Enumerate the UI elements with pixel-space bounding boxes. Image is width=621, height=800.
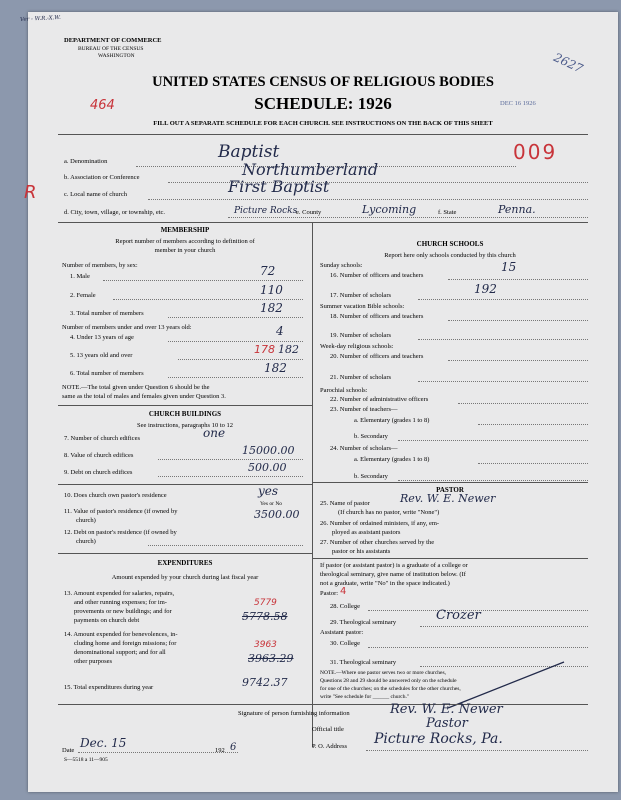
city-town-value: Picture Rocks	[234, 206, 298, 216]
pastor-red: 4	[340, 586, 347, 597]
q29-label: 29. Theological seminary	[330, 619, 397, 626]
schools-heading: CHURCH SCHOOLS	[416, 240, 484, 248]
q9-value: 500.00	[248, 461, 287, 474]
pastor-note-4: write "See schedule for ______ church."	[320, 694, 410, 700]
q11-value: 3500.00	[254, 508, 300, 521]
membership-note-2: same as the total of males and females given under Question 3.	[62, 393, 226, 400]
q7-value: one	[203, 426, 226, 440]
buildings-heading: CHURCH BUILDINGS	[148, 410, 222, 418]
q14-value: 3963.29	[248, 652, 294, 665]
asst-sub: Assistant pastor:	[320, 629, 364, 636]
q9-label: 9. Debt on church edifices	[64, 469, 133, 476]
q15-value: 9742.37	[242, 676, 288, 689]
q24b-label: b. Secondary	[354, 473, 388, 480]
denomination-value: Baptist	[218, 142, 280, 162]
q14-label-3: denominational support; and for all	[74, 649, 166, 656]
instruction-line: FILL OUT A SEPARATE SCHEDULE FOR EACH CHURCH. SEE INSTRUCTIONS ON THE BACK OF THIS SHEET	[153, 120, 493, 127]
date-stamp: DEC 16 1926	[500, 100, 536, 107]
q29-value: Crozer	[436, 608, 481, 623]
q14-label-4: other purposes	[74, 658, 113, 665]
q11-label-2: church)	[76, 517, 96, 524]
pastor-note-1: NOTE.—Where one pastor serves two or more churches,	[320, 670, 446, 676]
q23a-label: a. Elementary (grades 1 to 8)	[354, 417, 430, 424]
buildings-sub: See instructions, paragraphs 10 to 12	[136, 422, 234, 429]
local-name-label: c. Local name of church	[64, 191, 127, 198]
red-code: 009	[513, 140, 558, 164]
city-label: WASHINGTON	[98, 53, 135, 59]
over13-extra: 182	[278, 343, 299, 356]
q25-value: Rev. W. E. Newer	[400, 492, 496, 505]
pastor-note-2: Questions 28 and 29 should be answered only on the schedule	[320, 678, 457, 684]
stamp-number: 2627	[551, 50, 586, 76]
q13-label-1: 13. Amount expended for salaries, repairs,	[64, 590, 175, 597]
q25-hint: (If church has no pastor, write "None")	[338, 509, 440, 516]
sunday-label: Sunday schools:	[320, 262, 363, 269]
under13-label: 4. Under 13 years of age	[70, 334, 134, 341]
form-subtitle: SCHEDULE: 1926	[254, 94, 392, 113]
pastor-heading: PASTOR	[436, 486, 464, 494]
bureau-label: BUREAU OF THE CENSUS	[78, 46, 144, 52]
membership-heading: MEMBERSHIP	[160, 226, 210, 234]
year-value: 6	[230, 742, 237, 753]
census-form-sheet	[19, 12, 618, 792]
q16-value: 15	[501, 260, 517, 274]
association-label: b. Association or Conference	[64, 174, 140, 181]
summer-label: Summer vacation Bible schools:	[320, 303, 405, 310]
over13-label: 5. 13 years old and over	[70, 352, 133, 359]
signature-value: Rev. W. E. Newer	[390, 702, 503, 717]
column-divider	[312, 222, 313, 747]
q8-value: 15000.00	[242, 444, 295, 457]
q10-hint: Yes or No	[260, 501, 283, 507]
male-value: 72	[260, 264, 276, 278]
over13-value: 178	[254, 343, 275, 356]
q12-label-2: church)	[76, 538, 96, 545]
state-value: Penna.	[498, 203, 536, 216]
q30-label: 30. College	[330, 640, 360, 647]
address-value: Picture Rocks, Pa.	[374, 731, 503, 747]
grad-note-3: not a graduate, write "No" in the space indicated.)	[320, 580, 450, 587]
red-number: 464	[90, 98, 115, 113]
total6-value: 182	[264, 361, 287, 375]
q23b-label: b. Secondary	[354, 433, 388, 440]
q26-label-1: 26. Number of ordained ministers, if any, em-	[320, 520, 440, 527]
association-value: Northumberland	[242, 160, 379, 179]
date-value: Dec. 15	[80, 736, 127, 750]
q13-label-2: and other running expenses; for im-	[74, 599, 167, 606]
q7-label: 7. Number of church edifices	[64, 435, 140, 442]
official-title-label: Official title	[312, 726, 344, 733]
department-label: DEPARTMENT OF COMMERCE	[64, 37, 162, 44]
membership-intro-1: Report number of members according to definition of	[115, 238, 255, 245]
q14-red: 3963	[254, 640, 277, 650]
by-sex-label: Number of members, by sex:	[62, 262, 138, 269]
q15-label: 15. Total expenditures during year	[64, 684, 154, 691]
pastor-sub: Pastor:	[320, 590, 339, 597]
q16-label: 16. Number of officers and teachers	[330, 272, 424, 279]
membership-note-1: NOTE.—The total given under Question 6 should be the	[62, 384, 210, 391]
q23-label: 23. Number of teachers—	[330, 406, 398, 413]
q17-value: 192	[474, 282, 497, 296]
expenditures-sub: Amount expended by your church during last fiscal year	[111, 574, 259, 581]
q17-label: 17. Number of scholars	[330, 292, 392, 299]
q25-label: 25. Name of pastor	[320, 500, 370, 507]
q21-label: 21. Number of scholars	[330, 374, 392, 381]
q19-label: 19. Number of scholars	[330, 332, 392, 339]
denomination-label: a. Denomination	[64, 158, 108, 165]
q28-label: 28. College	[330, 603, 360, 610]
official-title-value: Pastor	[426, 716, 468, 731]
q24-label: 24. Number of scholars—	[330, 445, 398, 452]
expenditures-heading: EXPENDITURES	[157, 559, 213, 567]
divider	[58, 134, 588, 135]
local-name-value: First Baptist	[228, 177, 330, 196]
address-label: P. O. Address	[312, 743, 348, 750]
parochial-label: Parochial schools:	[320, 387, 368, 394]
total6-label: 6. Total number of members	[70, 370, 144, 377]
corner-note: Ver - W.R.-X.W.	[19, 14, 61, 24]
q12-label-1: 12. Debt on pastor's residence (if owned by	[64, 529, 177, 536]
q13-value: 5778.58	[242, 610, 288, 623]
total-members-label: 3. Total number of members	[70, 310, 144, 317]
city-town-label: d. City, town, village, or township, etc.	[64, 209, 166, 216]
q14-label-2: cluding home and foreign missions; for	[74, 640, 177, 647]
female-label: 2. Female	[70, 292, 96, 299]
q22-label: 22. Number of administrative officers	[330, 396, 429, 403]
q24a-label: a. Elementary (grades 1 to 8)	[354, 456, 430, 463]
under13-value: 4	[276, 324, 284, 338]
state-label: f. State	[438, 209, 457, 216]
red-mark: R	[24, 182, 37, 203]
q13-red: 5779	[254, 598, 277, 608]
q10-value: yes	[258, 484, 279, 498]
male-label: 1. Male	[70, 273, 90, 280]
q14-label-1: 14. Amount expended for benevolences, in-	[64, 631, 178, 638]
q20-label: 20. Number of officers and teachers	[330, 353, 424, 360]
membership-intro-2: member in your church	[154, 247, 216, 254]
total-members-value: 182	[260, 301, 283, 315]
pastor-note-3: for one of the churches; on the schedules for the other churches,	[320, 686, 461, 692]
form-code: S—5518 a 11—905	[64, 757, 108, 763]
county-label: e. County	[296, 209, 322, 216]
age-intro: Number of members under and over 13 years old:	[62, 324, 192, 331]
schools-intro: Report here only schools conducted by this church	[384, 252, 516, 259]
female-value: 110	[260, 283, 283, 297]
q31-label: 31. Theological seminary	[330, 659, 397, 666]
weekday-label: Week-day religious schools:	[320, 343, 394, 350]
form-title: UNITED STATES CENSUS OF RELIGIOUS BODIES	[152, 74, 494, 90]
q11-label-1: 11. Value of pastor's residence (if owned by	[64, 508, 178, 515]
signature-label: Signature of person furnishing information	[238, 710, 350, 717]
q27-label-2: pastor or his assistants	[332, 548, 391, 555]
q27-label-1: 27. Number of other churches served by the	[320, 539, 435, 546]
grad-note-1: If pastor (or assistant pastor) is a graduate of a college or	[320, 562, 468, 569]
grad-note-2: theological seminary, give name of institution below. (If	[320, 571, 466, 578]
q8-label: 8. Value of church edifices	[64, 452, 134, 459]
year-prefix: 192	[215, 747, 225, 754]
q10-label: 10. Does church own pastor's residence	[64, 492, 167, 499]
county-value: Lycoming	[362, 203, 417, 216]
date-label: Date	[62, 747, 75, 754]
q18-label: 18. Number of officers and teachers	[330, 313, 424, 320]
q13-label-4: payments on church debt	[74, 617, 140, 624]
q13-label-3: provements or new buildings; and for	[74, 608, 172, 615]
q26-label-2: ployed as assistant pastors	[332, 529, 401, 536]
